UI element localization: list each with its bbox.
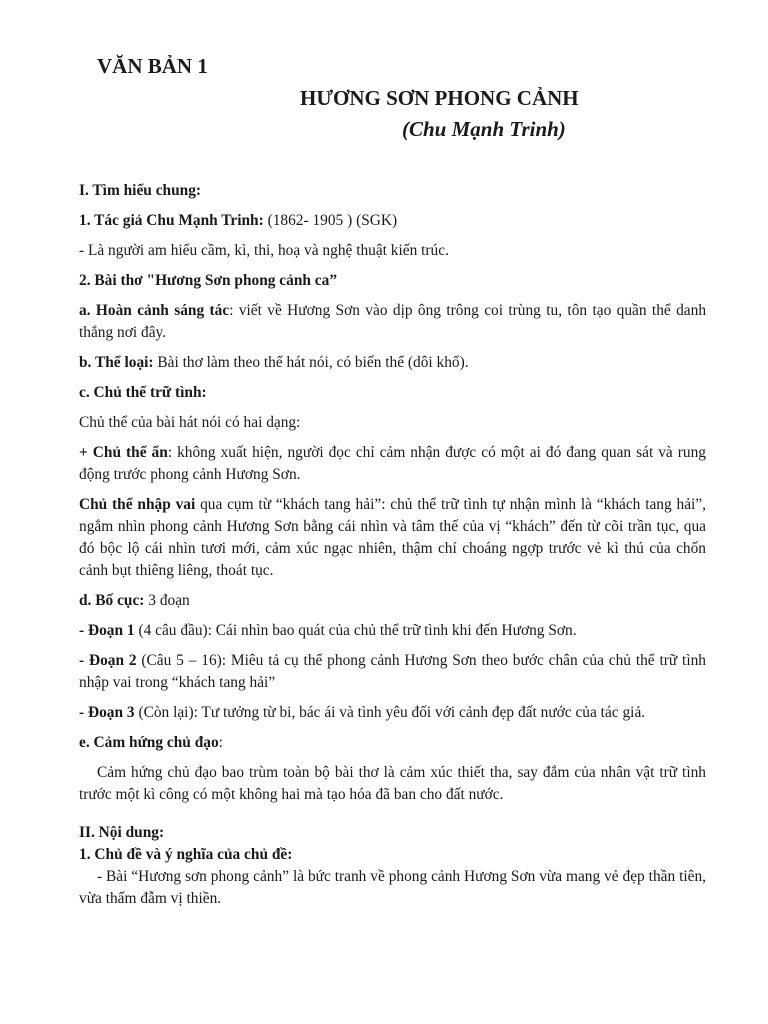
part-3-paragraph <box>79 702 706 724</box>
lyrical-subject-label: c. Chủ thể trữ tình: <box>79 384 207 401</box>
section-1-heading: I. Tìm hiểu chung: <box>79 182 202 199</box>
role-subject-paragraph <box>79 494 706 582</box>
content-heading <box>79 822 706 844</box>
structure-label: d. Bố cục: <box>79 592 145 609</box>
part-2-label: - Đoạn 2 <box>79 652 137 669</box>
part-3-label: - Đoạn 3 <box>79 704 135 721</box>
part-1-label: - Đoạn 1 <box>79 622 135 639</box>
lyrical-subject-heading <box>79 382 706 404</box>
theme-heading <box>79 844 706 866</box>
genre-text: Bài thơ làm theo thể hát nói, có biến thể (dôi khổ). <box>153 354 469 371</box>
part-2-text: (Câu 5 – 16): Miêu tả cụ thể phong cảnh Hương Sơn theo bước chân của chủ thể trữ tình nhập vai trong “khách tang hải” <box>79 652 706 691</box>
poem-heading-text: 2. Bài thơ "Hương Sơn phong cảnh ca” <box>79 272 338 289</box>
role-subject-label: Chủ thể nhập vai <box>79 496 196 513</box>
lyrical-subject-intro: Chủ thể của bài hát nói có hai dạng: <box>79 414 301 431</box>
hidden-subject-paragraph <box>79 442 706 486</box>
poem-author: (Chu Mạnh Trinh) <box>402 117 566 141</box>
structure-paragraph <box>79 590 706 612</box>
document-label: VĂN BẢN 1 <box>97 54 208 78</box>
author-description: - Là người am hiểu cầm, kì, thi, hoạ và nghệ thuật kiến trúc. <box>79 242 449 259</box>
inspiration-label: e. Cảm hứng chủ đạo <box>79 734 219 751</box>
genre-label: b. Thể loại: <box>79 354 154 371</box>
author-info <box>79 210 706 232</box>
inspiration-colon: : <box>218 734 223 751</box>
poem-title: HƯƠNG SƠN PHONG CẢNH <box>300 86 579 110</box>
part-1-paragraph <box>79 620 706 642</box>
theme-heading-text: 1. Chủ đề và ý nghĩa của chủ đề: <box>79 846 293 863</box>
hidden-subject-text: : không xuất hiện, người đọc chỉ cảm nhận được có một ai đó đang quan sát và rung động trước phong cảnh Hương Sơn. <box>79 444 706 483</box>
part-2-paragraph <box>79 650 706 694</box>
section-2-heading: II. Nội dung: <box>79 824 165 841</box>
context-paragraph <box>79 300 706 344</box>
genre-paragraph <box>79 352 706 374</box>
document-body <box>79 180 706 918</box>
hidden-subject-label: + Chủ thể ẩn <box>79 444 168 461</box>
inspiration-heading <box>79 732 706 754</box>
part-3-text: (Còn lại): Tư tưởng từ bi, bác ái và tình yêu đối với cảnh đẹp đất nước của tác giả. <box>134 704 646 721</box>
context-text: : viết về Hương Sơn vào dịp ông trông coi trùng tu, tôn tạo quần thể danh thắng nơi đây. <box>79 302 707 341</box>
section-heading <box>79 180 706 202</box>
context-label: a. Hoàn cảnh sáng tác <box>79 302 230 319</box>
role-subject-text: qua cụm từ “khách tang hải”: chủ thể trữ tình tự nhận mình là “khách tang hải”, ngắm nhìn phong cảnh Hương Sơn bằng cái nhìn và tâm thế của vị “khách” đến từ cõi trần tục, qua đó bộc lộ cái nhìn tươi mới, cảm xúc ngạc nhiên, thậm chí choáng ngợp trước vẻ kì thú của chốn cảnh bụt thiêng liêng, thoát tục. <box>79 496 706 579</box>
author-label: 1. Tác giả Chu Mạnh Trinh: <box>79 212 264 229</box>
author-years: (1862- 1905 ) (SGK) <box>263 212 398 229</box>
structure-text: 3 đoạn <box>144 592 190 609</box>
part-1-text: (4 câu đầu): Cái nhìn bao quát của chủ thể trữ tình khi đến Hương Sơn. <box>134 622 577 639</box>
inspiration-text: Cảm hứng chủ đạo bao trùm toàn bộ bài thơ là cảm xúc thiết tha, say đắm của nhân vật trữ tình trước một kì công có một không hai mà tạo hóa đã ban cho đất nước. <box>79 764 706 803</box>
theme-text: - Bài “Hương sơn phong cảnh” là bức tranh về phong cảnh Hương Sơn vừa mang vẻ đẹp thần tiên, vừa thấm đẫm vị thiền. <box>79 868 706 907</box>
poem-heading <box>79 270 706 292</box>
